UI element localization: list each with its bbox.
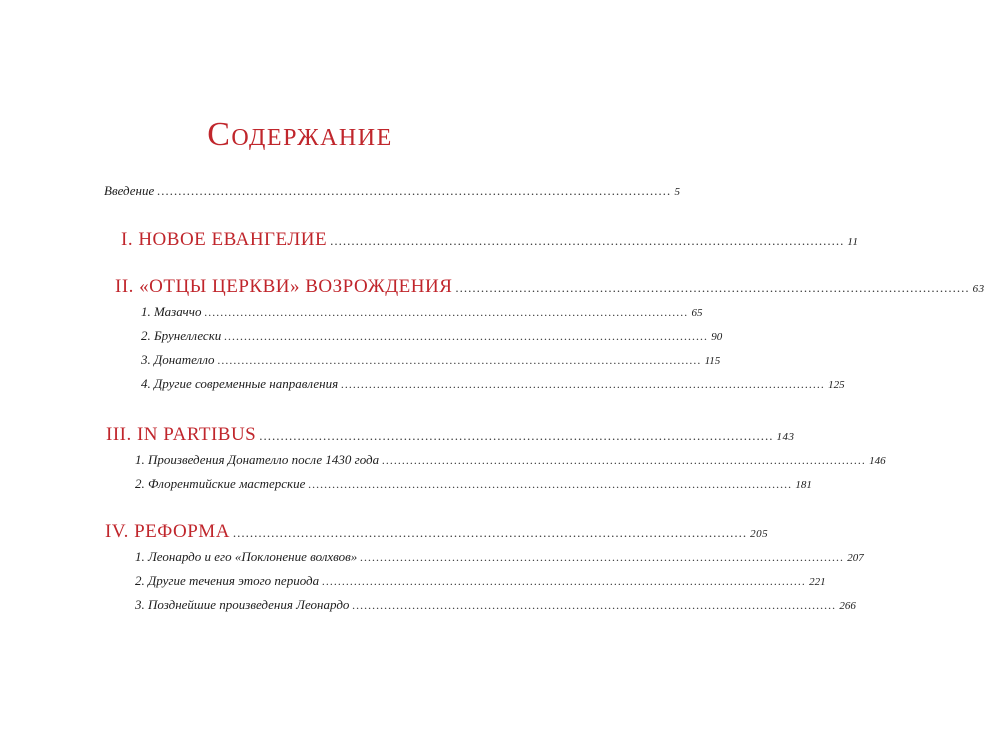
- toc-section-label: 2. Брунеллески: [141, 328, 222, 343]
- dot-leader: .........................................................................................................................: [232, 525, 748, 540]
- toc-section[interactable]: [141, 328, 723, 344]
- dot-leader: .........................................................................................................................: [330, 233, 845, 248]
- toc-page-number: 11: [847, 236, 859, 248]
- dot-leader: .........................................................................................................................: [360, 550, 845, 564]
- toc-chapter-4[interactable]: [105, 521, 769, 543]
- dot-leader: .........................................................................................................................: [204, 305, 689, 319]
- toc-entry-intro[interactable]: [104, 183, 681, 199]
- toc-page-number: 63: [972, 283, 985, 295]
- toc-page-number: 181: [795, 479, 812, 491]
- toc-section-label: 1. Произведения Донателло после 1430 года: [135, 452, 380, 467]
- toc-section[interactable]: [135, 476, 812, 492]
- toc-section[interactable]: [141, 352, 721, 368]
- dot-leader: .........................................................................................................................: [308, 477, 793, 491]
- toc-section-label: 3. Донателло: [141, 352, 215, 367]
- toc-section[interactable]: [141, 304, 703, 320]
- toc-section-label: 2. Флорентийские мастерские: [135, 476, 306, 491]
- dot-leader: .........................................................................................................................: [224, 329, 709, 343]
- toc-section[interactable]: [141, 376, 845, 392]
- toc-section[interactable]: [135, 573, 826, 589]
- dot-leader: .........................................................................................................................: [322, 574, 807, 588]
- page-title: Содержание: [207, 115, 393, 153]
- toc-page-number: 125: [828, 379, 845, 391]
- dot-leader: .........................................................................................................................: [341, 377, 826, 391]
- dot-leader: .........................................................................................................................: [455, 280, 970, 295]
- toc-chapter-2[interactable]: [115, 276, 985, 298]
- dot-leader: .........................................................................................................................: [259, 428, 774, 443]
- toc-page-number: 65: [691, 307, 703, 319]
- toc-page-number: 205: [750, 528, 769, 540]
- dot-leader: .........................................................................................................................: [217, 353, 702, 367]
- toc-chapter-1[interactable]: [121, 229, 859, 251]
- toc-page-number: 146: [869, 455, 886, 467]
- toc-section-label: 4. Другие современные направления: [141, 376, 339, 391]
- toc-section[interactable]: [135, 597, 856, 613]
- toc-section[interactable]: [135, 452, 886, 468]
- toc-page-number: 221: [809, 576, 826, 588]
- toc-page-number: 115: [704, 355, 721, 367]
- toc-section-label: 3. Позднейшие произведения Леонардо: [135, 597, 350, 612]
- toc-page-number: 207: [847, 552, 864, 564]
- toc-entry-label: Введение: [104, 183, 155, 198]
- toc-chapter-label: III. IN PARTIBUS: [106, 424, 257, 445]
- toc-section-label: 1. Леонардо и его «Поклонение волхвов»: [135, 549, 358, 564]
- toc-section-label: 1. Мазаччо: [141, 304, 202, 319]
- dot-leader: .........................................................................................................................: [382, 453, 867, 467]
- dot-leader: .........................................................................................................................: [157, 183, 672, 198]
- toc-page-number: 90: [711, 331, 723, 343]
- toc-section[interactable]: [135, 549, 864, 565]
- dot-leader: .........................................................................................................................: [352, 598, 837, 612]
- toc-page-number: 5: [674, 186, 681, 198]
- toc-page-number: 266: [839, 600, 856, 612]
- toc-chapter-label: II. «ОТЦЫ ЦЕРКВИ» ВОЗРОЖДЕНИЯ: [115, 276, 453, 297]
- toc-chapter-3[interactable]: [106, 424, 795, 446]
- toc-section-label: 2. Другие течения этого периода: [135, 573, 320, 588]
- toc-chapter-label: I. НОВОЕ ЕВАНГЕЛИЕ: [121, 229, 328, 250]
- toc-chapter-label: IV. РЕФОРМА: [105, 521, 230, 542]
- toc-page-number: 143: [776, 431, 795, 443]
